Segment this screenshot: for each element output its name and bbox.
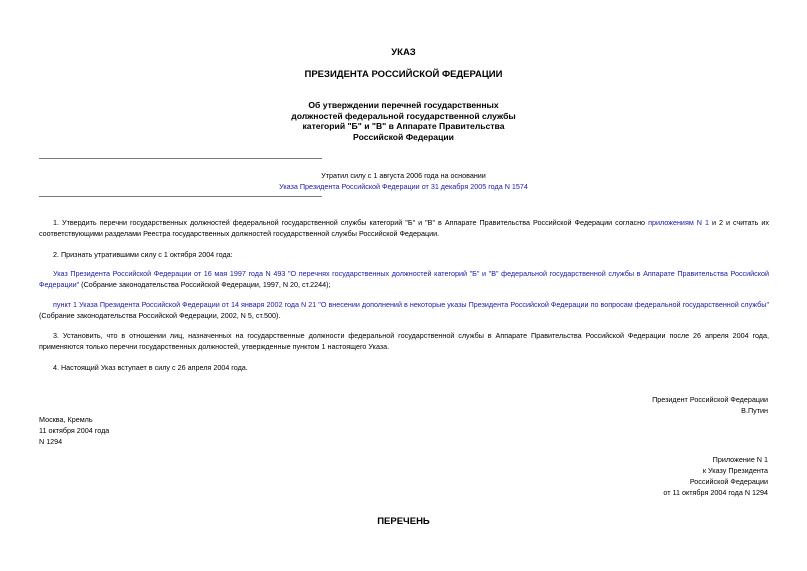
- signature-block: [652, 394, 768, 416]
- place: Москва, Кремль: [39, 415, 93, 424]
- divider-bottom: [39, 196, 322, 197]
- decree-number: N 1294: [39, 437, 63, 446]
- signature-name: В.Путин: [741, 406, 768, 415]
- list-title: ПЕРЕЧЕНЬ: [377, 516, 430, 527]
- appendix-link[interactable]: приложениям N 1: [648, 218, 709, 227]
- subject-line: категорий "Б" и "В" в Аппарате Правительства: [302, 121, 505, 131]
- paragraph-text: (Собрание законодательства Российской Федерации, 1997, N 20, ст.2244);: [79, 280, 331, 289]
- subject-title: [0, 100, 807, 142]
- subject-line: Российской Федерации: [353, 131, 454, 142]
- paragraph-2: 2. Признать утратившими силу с 1 октября 2004 года:: [53, 250, 233, 259]
- appendix-line: Приложение N 1: [712, 455, 768, 464]
- subject-line: Об утверждении перечней государственных: [308, 100, 499, 110]
- paragraph-text: 1. Утвердить перечни государственных должностей федеральной государственной службы категорий "Б" и "В" в Аппарате Правительства Российской Федерации согласно: [53, 218, 649, 227]
- appendix-line: Российской Федерации: [689, 477, 768, 486]
- status-note: [0, 170, 807, 192]
- appendix-line: от 11 октября 2004 года N 1294: [663, 488, 768, 497]
- date: 11 октября 2004 года: [39, 426, 110, 435]
- decree-493-link[interactable]: Указ Президента Российской Федерации от 16 мая 1997 года N 493 "О перечнях государственных должностей категорий "Б" и "В" федеральной государственной службы в Аппарате Правительства Российской Федерации": [39, 269, 769, 289]
- decree-21-link[interactable]: пункт 1 Указа Президента Российской Федерации от 14 января 2002 года N 21 "О внесении дополнений в некоторые указы Президента Российской Федерации по вопросам федеральной государственной службы": [53, 300, 769, 309]
- doc-type-title: УКАЗ: [391, 47, 416, 58]
- appendix-header: [663, 454, 768, 498]
- paragraph-5: 3. Установить, что в отношении лиц, назначенных на государственные должности федеральной государственной службы в Аппарате Правительства Российской Федерации после 26 апреля 2004 года, применяются только перечни государственных должностей, утвержденные пунктом 1 настоящего Указа.: [39, 331, 769, 351]
- subject-line: должностей федеральной государственной службы: [291, 110, 516, 121]
- status-link[interactable]: Указа Президента Российской Федерации от 31 декабря 2005 года N 1574: [279, 182, 528, 191]
- paragraph-4: [39, 299, 769, 321]
- paragraph-text: и 2 и считать их соответствующими разделами Реестра государственных должностей государственной службы Российской Федерации.: [39, 218, 769, 238]
- issuer-title: ПРЕЗИДЕНТА РОССИЙСКОЙ ФЕДЕРАЦИИ: [304, 69, 503, 80]
- status-line: Утратил силу с 1 августа 2006 года на основании: [321, 171, 486, 180]
- signature-position: Президент Российской Федерации: [652, 395, 768, 404]
- paragraph-6: 4. Настоящий Указ вступает в силу с 26 апреля 2004 года.: [53, 363, 248, 372]
- paragraph-3: [39, 268, 769, 290]
- paragraph-text: (Собрание законодательства Российской Федерации, 2002, N 5, ст.500).: [39, 311, 281, 320]
- place-date-block: [39, 414, 109, 447]
- paragraph-1: [39, 217, 769, 239]
- divider-top: [39, 158, 322, 159]
- appendix-line: к Указу Президента: [702, 466, 768, 475]
